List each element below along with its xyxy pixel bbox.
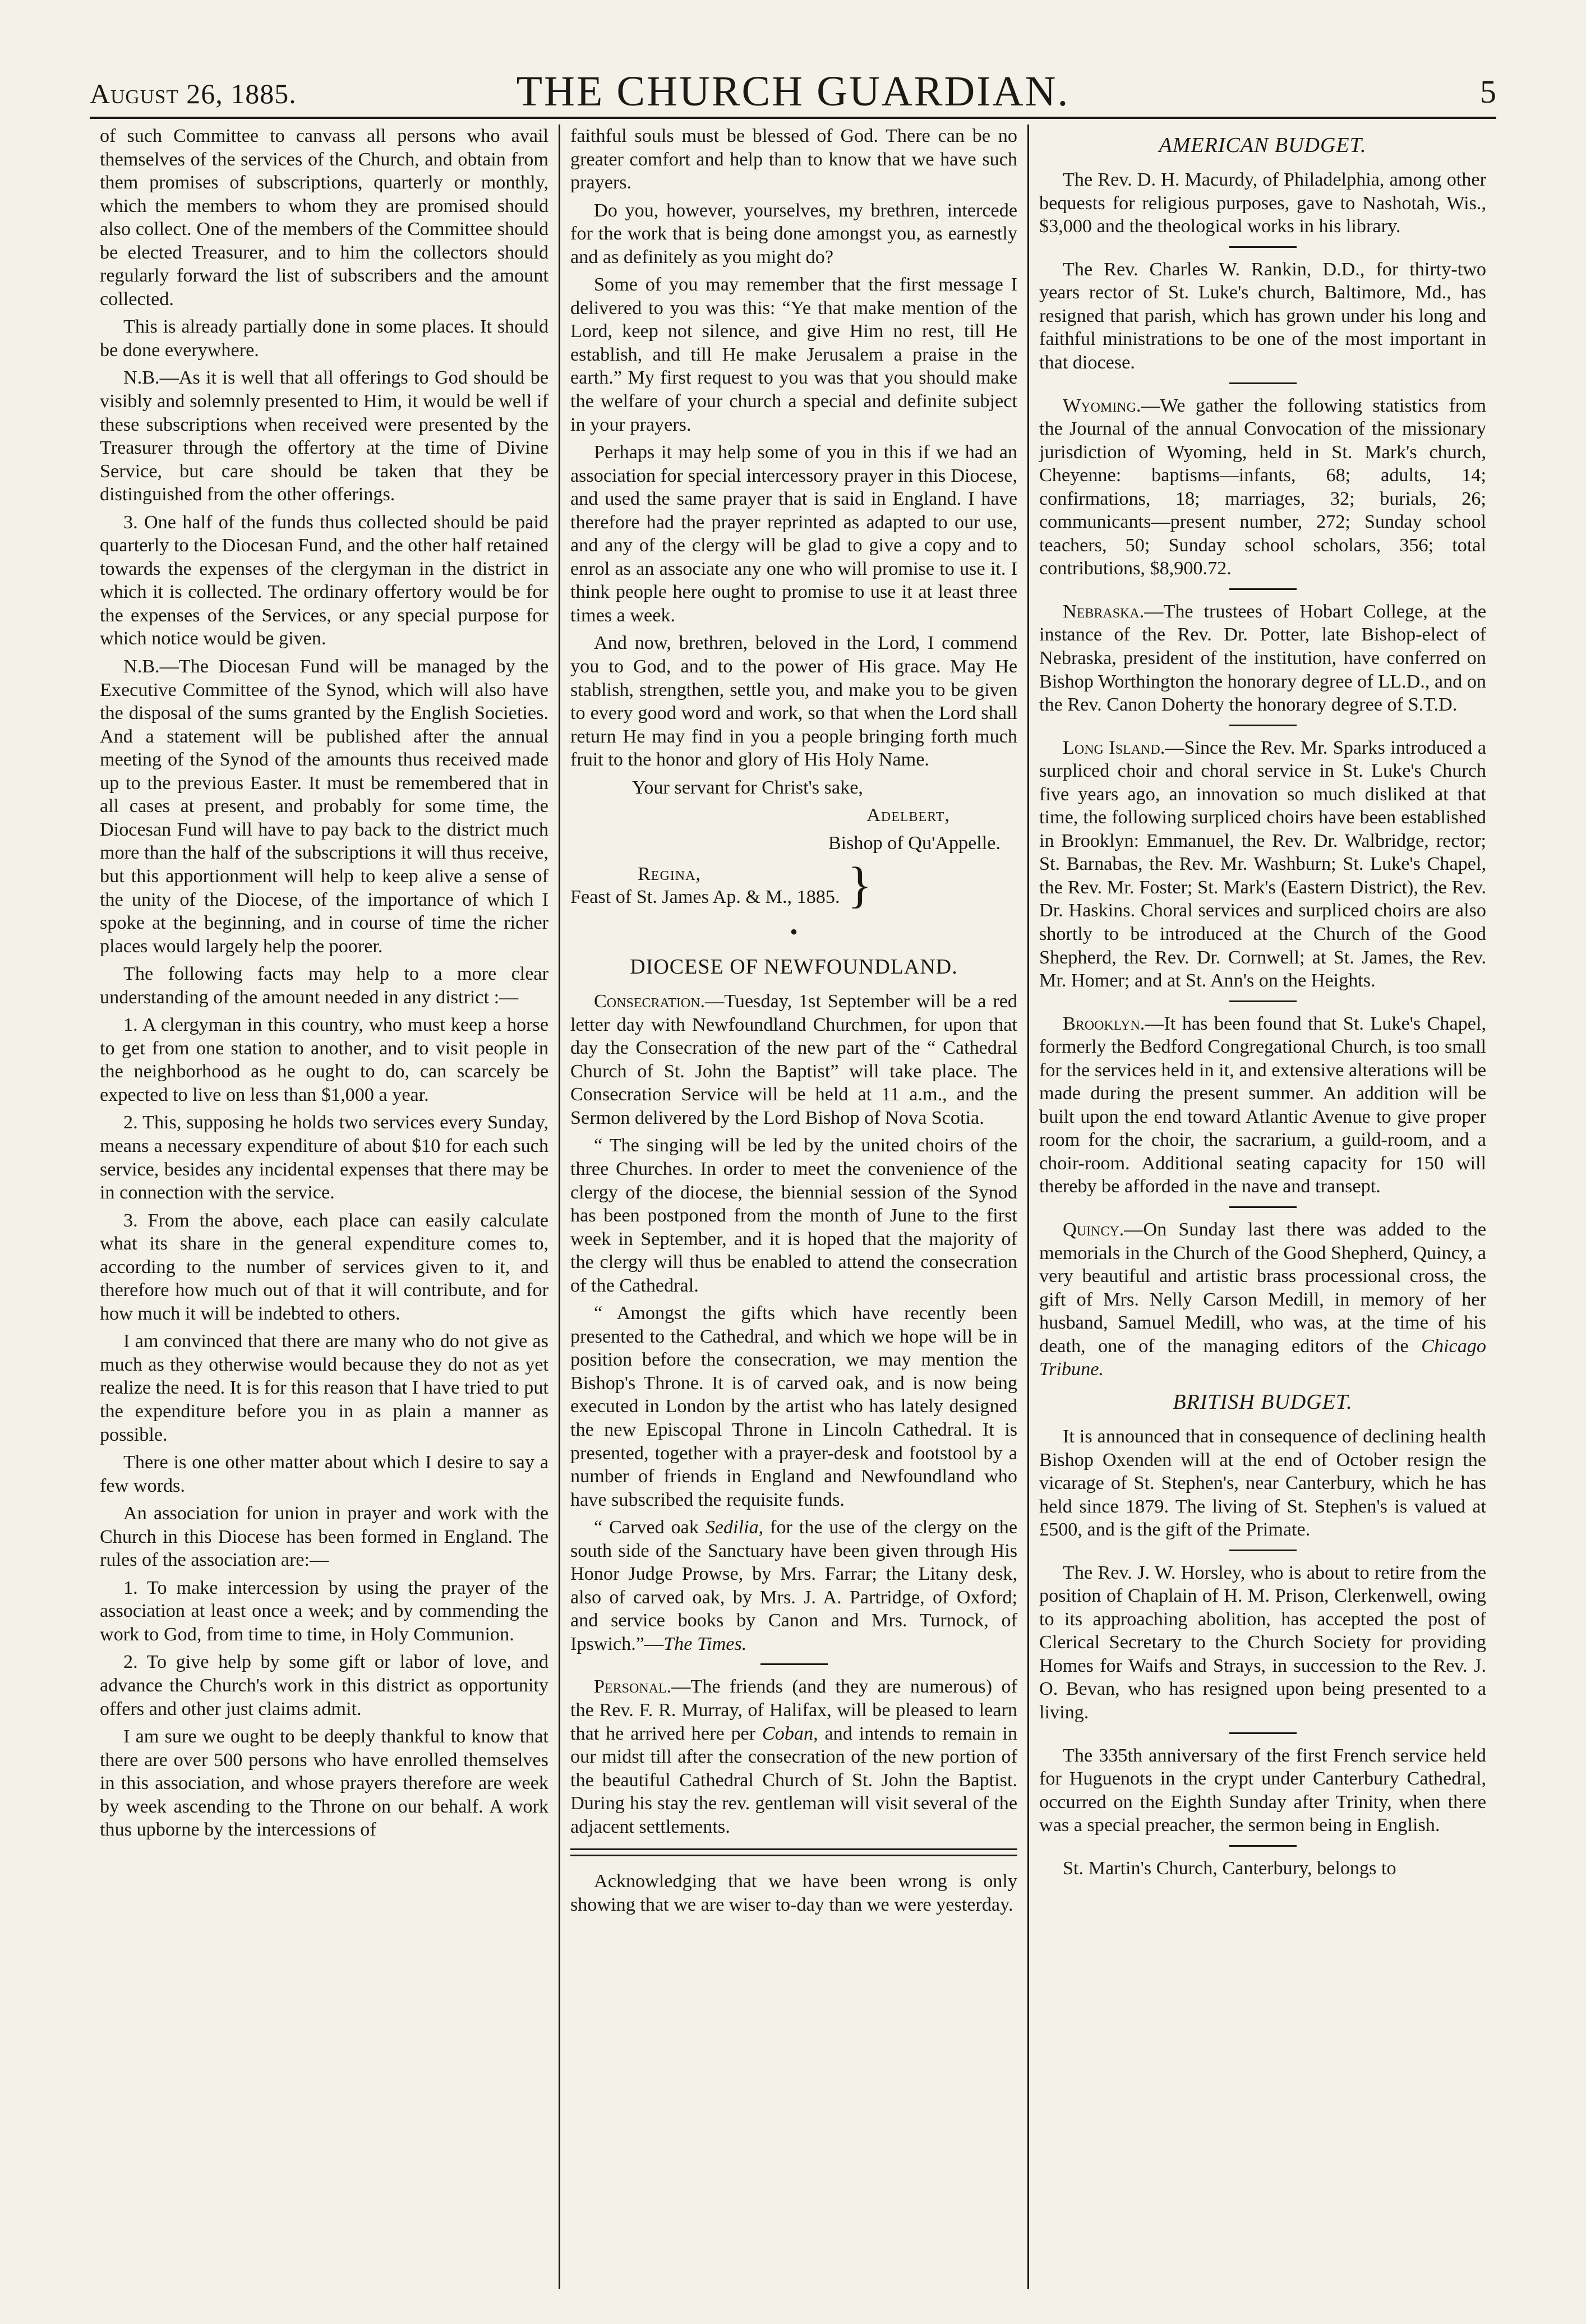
separator [1229,1845,1297,1847]
lead-brooklyn: Brooklyn. [1063,1013,1145,1034]
paragraph: Do you, however, yourselves, my brethren, intercede for the work that is being done amongst you, as earnestly and as definitely as you might do? [570,200,1017,268]
paragraph: Some of you may remember that the first message I delivered to you was this: “Ye that make mention of the Lord, keep not silence, and give Him no rest, till He establish, and till He make Jerusalem a praise in the earth.” My first request to you was that you should make the welfare of your church a special and definite subject in your prayers. [570,274,1017,435]
separator [1229,725,1297,726]
masthead [90,67,1496,118]
text-wyoming: —We gather the following statistics from the Journal of the annual Convocation of the missionary jurisdiction of Wyoming, held in St. Mark's church, Cheyenne: baptisms—infants, 68; adults, 14; confirmations, 18; marriages, 32; burials, 26; communicants—present number, 272; Sunday school teachers, 50; Sunday school scholars, 356; total contributions, $8,900.72. [1039,395,1486,579]
text-long-island: —Since the Rev. Mr. Sparks introduced a surpliced choir and choral service in St. Luke's Church five years ago, an innovation so much disliked at that time, the following surpliced choirs have been established in Brooklyn: Emmanuel, the Rev. Dr. Walbridge, rector; St. Barnabas, the Rev. Mr. Washburn; St. Luke's Chapel, the Rev. Mr. Foster; St. Mark's (Eastern District), the Rev. Dr. Haskins. Choral services and surpliced choirs are also shortly to be introduced at the Church of the Good Shepherd, the Rev. Dr. Cornwell; at St. James, the Rev. Mr. Homer; and at St. Ann's on the Heights. [1039,737,1486,992]
issue-date: August 26, 1885. [90,78,297,109]
text-brooklyn: —It has been found that St. Luke's Chapel, formerly the Bedford Congregational Church, is too small for the services held in it, and extensive alterations will be made during the present summer. An addition will be built upon the end toward Atlantic Avenue to give proper room for the choir, the sacrarium, a guild-room, and a choir-room. Additional seating capacity for 150 will thereby be afforded in the nave and transept. [1039,1013,1486,1197]
masthead-rule [90,117,1496,119]
paragraph-personal [570,1675,1017,1838]
newspaper-name: Chicago Tribune. [1039,1335,1486,1380]
paragraph: of such Committee to canvass all persons who avail themselves of the services of the Church, and obtain from them promises of subscriptions, quarterly or monthly, which the members to whom they are promised should also collect. One of the members of the Committee should be elected Treasurer, and to him the collectors should regularly forward the list of subscribers and the amount collected. [100,126,548,310]
paragraph: The 335th anniversary of the first French service held for Huguenots in the crypt under Canterbury Cathedral, occurred on the Eighth Sunday after Trinity, when there was a special preacher, the sermon being in English. [1039,1745,1486,1836]
paragraph: I am sure we ought to be deeply thankful to know that there are over 500 persons who have enrolled themselves in this association, and whose prayers therefore are week by week ascending to the Throne on our behalf. A work thus upborne by the intercessions of [100,1726,548,1841]
double-rule [570,1848,1017,1856]
paragraph: 1. A clergyman in this country, who must keep a horse to get from one station to another, and to visit people in the neighborhood as he ought to do, can scarcely be expected to live on less than $1,000 a year. [100,1015,548,1105]
dateline-lines [570,863,840,909]
paragraph: 3. From the above, each place can easily calculate what its share in the general expenditure comes to, according to the number of services given to it, and therefore how much out of that it will contribute, and for how much it will be indebted to others. [100,1210,548,1324]
separator [1229,382,1297,384]
paragraph-long-island [1039,736,1486,993]
paragraph: 2. To give help by some gift or labor of love, and advance the Church's work in this district as opportunity offers and other just claims admit. [100,1652,548,1719]
paragraph: 1. To make intercession by using the prayer of the association at least once a week; and by commending the work to God, from time to time, in Holy Communion. [100,1577,548,1645]
lead-nebraska: Nebraska. [1063,601,1145,622]
newspaper-title: THE CHURCH GUARDIAN. [516,68,1070,115]
page-number: 5 [1480,73,1496,110]
paragraph-quincy [1039,1218,1486,1381]
separator [1229,1000,1297,1002]
paragraph-consecration [570,990,1017,1129]
text-quincy: —On Sunday last there was added to the memorials in the Church of the Good Shepherd, Quincy, a very beautiful and artistic brass processional cross, the gift of Mrs. Nelly Carson Medill, in memory of her husband, Samuel Medill, who was, at the time of his death, one of the managing editors of the [1039,1219,1486,1357]
paragraph: St. Martin's Church, Canterbury, belongs to [1063,1857,1396,1879]
signature-name: Adelbert, [866,805,950,826]
paragraph: “ Amongst the gifts which have recently been presented to the Cathedral, and which we hope will be in position before the consecration, we may mention the Bishop's Throne. It is of carved oak, and is now being executed in London by the artist who has lately designed the new Episcopal Throne in Lincoln Cathedral. It is presented, together with a prayer-desk and footstool by a number of friends in England and Newfoundland who have subscribed the requisite funds. [570,1303,1017,1510]
paragraph: I am convinced that there are many who do not give as much as they otherwise would because they do not as yet realize the need. It is for this reason that I have tried to put the expenditure before you in as plain a manner as possible. [100,1331,548,1445]
separator [1229,246,1297,248]
paragraph: It is announced that in consequence of declining health Bishop Oxenden will at the end of October resign the vicarage of St. Stephen's, near Canterbury, which he has held since 1879. The living of St. Stephen's is valued at £500, and is the gift of the Primate. [1039,1426,1486,1541]
paragraph: An association for union in prayer and work with the Church in this Diocese has been formed in England. The rules of the association are:— [100,1503,548,1571]
paragraph: And now, brethren, beloved in the Lord, I commend you to God, and to the power of His grace. May He stablish, strengthen, settle you, and make you to be given to every good word and work, so that when the Lord shall return He may find in you a people bringing forth much fruit to the honor and glory of His Holy Name. [570,633,1017,771]
lead-personal: Personal. [594,1676,672,1698]
ship-name: Coban, [762,1723,818,1744]
column-left [90,125,559,2289]
source-the-times: The Times. [663,1633,747,1654]
paragraph: “ The singing will be led by the united choirs of the three Churches. In order to meet the convenience of the clergy of the diocese, the biennial session of the Synod has been postponed from the month of June to the first week in September, and it is hoped that the majority of the clergy will thus be enabled to attend the consecration of the Cathedral. [570,1135,1017,1296]
separator [760,1663,828,1665]
paragraph: Acknowledging that we have been wrong is only showing that we are wiser to-day than we were yesterday. [570,1871,1017,1915]
paragraph: Perhaps it may help some of you in this if we had an association for special intercessory prayer in this Diocese, and used the same prayer that is said in England. I have therefore had the prayer reprinted as adapted to our use, and any of the clergy will be glad to give a copy and to enrol as an associate any one who will promise to use it. I think people here ought to promise to use it at least three times a week. [570,442,1017,626]
text-personal-a: —The friends (and they are numerous) of the Rev. F. R. Murray, of Halifax, will be pleased to learn that he arrived here per [570,1676,1017,1744]
brace-glyph: } [847,857,872,914]
text-sedilia-b: for the use of the clergy on the south side of the Sanctuary have been given through His Honor Judge Prowse, by Mrs. Farrar; the Litany desk, also of carved oak, by Mrs. J. A. Partridge, of Oxford; and service books by Canon and Mrs. Turnock, of Ipswich.”— [570,1517,1018,1654]
paragraph-wyoming [1039,394,1486,580]
separator [1229,1206,1297,1208]
text-sedilia-a: “ Carved oak [594,1517,706,1538]
paragraph: The Rev. J. W. Horsley, who is about to retire from the position of Chaplain of H. M. Prison, Clerkenwell, owing to its approaching abolition, has accepted the post of Clerical Secretary to the Church Society for providing Homes for Waifs and Strays, in succession to the Rev. J. O. Bevan, who has resigned upon being presented to a living. [1039,1562,1486,1723]
dateline-place: Regina, [638,863,701,884]
text-nebraska: —The trustees of Hobart College, at the instance of the Rev. Dr. Potter, late Bishop-elect of Nebraska, president of the institution, have conferred on Bishop Worthington the honorary degree of LL.D., and on the Rev. Canon Doherty the honorary degree of S.T.D. [1039,601,1487,716]
lead-quincy: Quincy. [1063,1219,1124,1241]
paragraph: This is already partially done in some places. It should be done everywhere. [100,316,548,361]
columns [90,125,1496,2289]
paragraph: There is one other matter about which I desire to say a few words. [100,1452,548,1496]
paragraph-sedilia [570,1516,1017,1656]
paragraph: 3. One half of the funds thus collected should be paid quarterly to the Diocesan Fund, and the other half retained towards the expenses of the clergyman in the district in which it is collected. The ordinary offertory would be for the expenses of the Services, or any special purpose for which notice would be given. [100,511,548,649]
column-middle [559,125,1027,2289]
text-consecration: —Tuesday, 1st September will be a red letter day with Newfoundland Churchmen, for upon that day the Consecration of the new part of the “ Cathedral Church of St. John the Baptist” will take place. The Consecration Service will be held at 11 a.m., and the Sermon delivered by the Lord Bishop of Nova Scotia. [570,991,1017,1128]
dateline-date: Feast of St. James Ap. & M., 1885. [570,887,840,908]
paragraph: N.B.—The Diocesan Fund will be managed by the Executive Committee of the Synod, which will also have the disposal of the sums granted by the English Societies. And a statement will be published after the annual meeting of the Synod of the amounts thus received made up to the previous Easter. It must be remembered that in all cases at present, and probably for some time, the Diocesan Fund will have to pay back to the district much more than the half of the subscriptions it will thus receive, but this apportionment will help to keep alive a sense of the unity of the Diocese, of the importance of which I spoke at the beginning, and in course of time the richer places would largely help the poorer. [100,656,548,957]
bullet-mark: • [790,919,798,945]
dateline-block [570,857,1017,914]
separator [1229,588,1297,590]
paragraph-brooklyn [1039,1012,1486,1198]
section-heading-british: BRITISH BUDGET. [1173,1390,1353,1414]
paragraph-nebraska [1039,600,1486,717]
column-right [1027,125,1496,2289]
separator [1229,1550,1297,1551]
section-heading-american: AMERICAN BUDGET. [1159,133,1367,157]
text-sedilia-word: Sedilia, [705,1517,764,1538]
closing-line: Your servant for Christ's sake, [632,777,863,798]
separator [1229,1732,1297,1734]
paragraph: N.B.—As it is well that all offerings to God should be visibly and solemnly presented to Him, it would be well if these subscriptions when received were presented by the Treasurer through the offertory at the time of Divine Service, but care should be taken that they be distinguished from the other offerings. [100,367,548,505]
text-personal-b: and intends to remain in our midst till after the consecration of the new portion of the beautiful Cathedral Church of St. John the Baptist. During his stay the rev. gentleman will visit several of the adjacent settlements. [570,1723,1017,1837]
paragraph: The following facts may help to a more clear understanding of the amount needed in any district :— [100,963,548,1008]
signature-name-line [570,804,1017,827]
lead-wyoming: Wyoming. [1063,395,1141,416]
paragraph: faithful souls must be blessed of God. There can be no greater comfort and help than to know that we have such prayers. [570,126,1017,193]
signature-title: Bishop of Qu'Appelle. [828,832,1001,854]
lead-long-island: Long Island. [1063,737,1165,758]
section-heading-newfoundland: DIOCESE OF NEWFOUNDLAND. [630,955,958,979]
paragraph: The Rev. Charles W. Rankin, D.D., for thirty-two years rector of St. Luke's church, Baltimore, Md., has resigned that parish, which has grown under his long and faithful ministrations to be one of the most important in that diocese. [1039,259,1486,373]
paragraph: 2. This, supposing he holds two services every Sunday, means a necessary expenditure of about $10 for each such service, besides any incidental expenses that there may be in connection with the service. [100,1112,548,1204]
paragraph: The Rev. D. H. Macurdy, of Philadelphia, among other bequests for religious purposes, gave to Nashotah, Wis., $3,000 and the theological works in his library. [1039,169,1486,237]
lead-consecration: Consecration. [594,991,706,1012]
